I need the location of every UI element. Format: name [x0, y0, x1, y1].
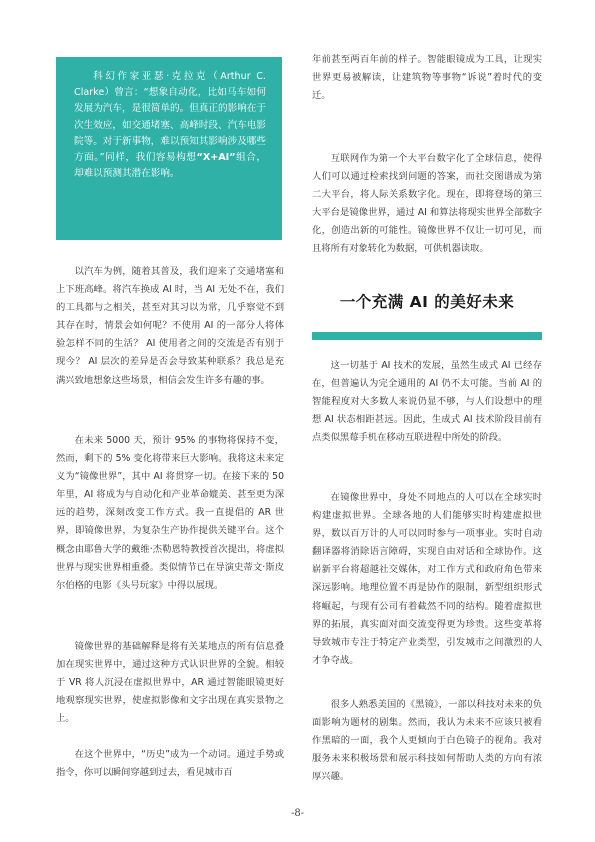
section-divider: [312, 332, 542, 340]
quote-tail: 组合，却难以预测其潜在影响。: [74, 152, 267, 180]
left-paragraph: 以汽车为例，随着其普及，我们迎来了交通堵塞和上下班高峰。将汽车换成 AI 时，当 AI 无处不在，我们的工具都与之相关，甚至对其习以为常，几乎察觉不到其存在时，情景会如何呢？不使用 AI 的一部分人将体验怎样不同的生活？ AI 使用者之间的交流是否有别于现今？ AI 层次的差异是否会导致某种联系？我总是充满兴致地想象这些场景，相信会发生许多有趣的事。: [56, 266, 284, 386]
right-paragraph: 在镜像世界中，身处不同地点的人可以在全球实时构建虚拟世界。全球各地的人们能够实时构建虚拟世界，数以百万计的人可以同时参与一项事业。实时自动翻译器将消除语言障碍，实现自由对话和全球协作。这崭新平台将超越社交媒体，对工作方式和政府角色带来深远影响。地理位置不再是协作的限制，新型组织形式将崛起，与现有公司有着截然不同的结构。随着虚拟世界的拓展，真实面对面交流变得更为珍贵。这些变革将导致城市专注于特定产业类型，引发城市之间激烈的人才争夺战。: [312, 492, 542, 666]
right-paragraph: 这一切基于 AI 技术的发展，虽然生成式 AI 已经存在，但普遍认为完全通用的 AI 仍不太可能。当前 AI 的智能程度对大多数人来说仍显不够，与人们设想中的理想 AI 状态相距甚远。因此，生成式 AI 技术阶段目前有点类似黑莓手机在移动互联进程中所处的阶段。: [312, 360, 542, 444]
right-paragraph: 很多人熟悉美国的《黑镜》，一部以科技对未来的负面影响为题材的剧集。然而，我认为未来不应该只被看作黑暗的一面，我个人更倾向于白色镜子的视角。我对服务未来积极场景和展示科技如何帮助人类的方向有浓厚兴趣。: [312, 699, 542, 783]
left-paragraph: 在这个世界中，“历史”成为一个动词。通过手势或指令，你可以瞬间穿越到过去，看见城市百: [56, 749, 284, 779]
page-number: -8-: [290, 808, 305, 819]
right-paragraph: 互联网作为第一个大平台数字化了全球信息，使得人们可以通过检索找到问题的答案，而社交图谱成为第二大平台，将人际关系数字化。现在，即将登场的第三大平台是镜像世界，通过 AI 和算法将现实世界全部数字化，创造出新的可能性。镜像世界不仅让一切可见，而且将所有对象转化为数据，可供机器读取。: [312, 153, 542, 255]
section-title: 一个充满 AI 的美好未来: [339, 293, 515, 311]
left-paragraph: 在未来 5000 天，预计 95% 的事物将保持不变，然而，剩下的 5% 变化将带来巨大影响。我将这未来定义为“镜像世界”，其中 AI 将贯穿一切。在接下来的 50 年里，AI 将成为与自动化和产业革命媲美、甚至更为深远的趋势，深刻改变工作方式。我一直提倡的 AR 世界，即镜像世界，为复杂生产协作提供关键平台。这个概念由耶鲁大学的戴维·杰勒恩特教授首次提出，将虚拟世界与现实世界相重叠。类似情节已在导演史蒂文·斯皮尔伯格的电影《头号玩家》中得以展现。: [56, 435, 284, 591]
quote-bold: “X+AI”: [196, 152, 236, 164]
quote-text: 科幻作家亚瑟·克拉克（Arthur C. Clarke）曾言：“想象自动化，比如马车如何发展为汽车，是很简单的。但真正的影响在于次生效应，如交通堵塞、高峰时段、汽车电影院等。对于新事物，难以预知其影响涉及哪些方面。”同样，我们容易构想: [74, 71, 266, 164]
quote-box: [56, 57, 282, 240]
right-paragraph: 年前甚至两百年前的样子。智能眼镜成为工具，让现实世界更易被解读，让建筑物等事物“诉说”着时代的变迁。: [312, 54, 542, 102]
left-paragraph: 镜像世界的基础解释是将有关某地点的所有信息叠加在现实世界中，通过这种方式认识世界的全貌。相较于 VR 将人沉浸在虚拟世界中，AR 通过智能眼镜更好地观察现实世界，使虚拟影像和文字出现在真实景物之上。: [56, 641, 284, 725]
